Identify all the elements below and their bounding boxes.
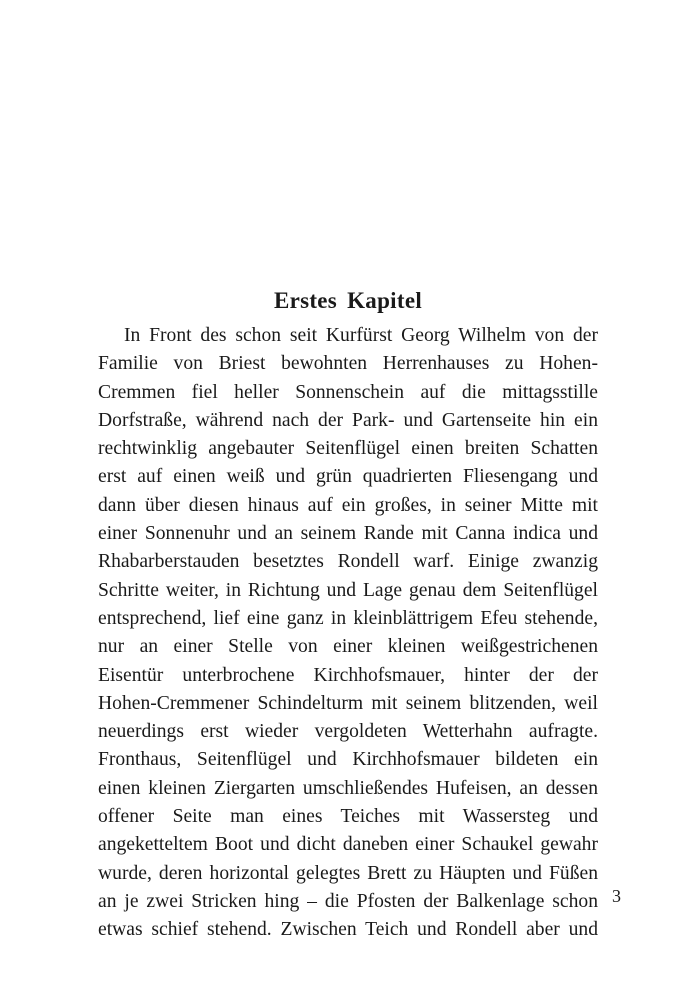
text-line: einer Sonnenuhr und an seinem Rande mit Canna indica und <box>98 523 598 545</box>
chapter-title: Erstes Kapitel <box>273 288 423 313</box>
text-line: Cremmen fiel heller Sonnenschein auf die mittagsstille <box>98 381 598 403</box>
text-line: neuerdings erst wieder vergoldeten Wetterhahn aufragte. <box>98 721 598 743</box>
text-line: erst auf einen weiß und grün quadrierten Fliesengang und <box>98 466 598 488</box>
chapter-body-paragraph <box>98 322 598 945</box>
text-line: angeketteltem Boot und dicht daneben einer Schaukel gewahr <box>98 834 598 856</box>
text-line: In Front des schon seit Kurfürst Georg Wilhelm von der <box>124 325 598 346</box>
text-line: dann über diesen hinaus auf ein großes, in seiner Mitte mit <box>98 494 598 516</box>
page-number: 3 <box>612 886 621 906</box>
text-line: nur an einer Stelle von einer kleinen weißgestrichenen <box>98 636 598 658</box>
text-line: rechtwinklig angebauter Seitenflügel einen breiten Schatten <box>98 438 598 460</box>
text-line: Fronthaus, Seitenflügel und Kirchhofsmauer bildeten ein <box>98 749 598 771</box>
text-line: wurde, deren horizontal gelegtes Brett zu Häupten und Füßen <box>98 862 598 884</box>
text-line: Schritte weiter, in Richtung und Lage genau dem Seitenflügel <box>98 579 598 601</box>
text-line: Eisentür unterbrochene Kirchhofsmauer, hinter der der <box>98 664 598 686</box>
text-line: einen kleinen Ziergarten umschließendes Hufeisen, an dessen <box>98 777 598 799</box>
text-line: Dorfstraße, während nach der Park- und Gartenseite hin ein <box>98 409 598 431</box>
text-line: etwas schief stehend. Zwischen Teich und Rondell aber und <box>98 919 598 941</box>
text-line: Rhabarberstauden besetztes Rondell warf. Einige zwanzig <box>98 551 598 573</box>
text-line: entsprechend, lief eine ganz in kleinblättrigem Efeu stehende, <box>98 607 598 629</box>
text-line: Hohen-Cremmener Schindelturm mit seinem blitzenden, weil <box>98 692 598 714</box>
text-line: an je zwei Stricken hing – die Pfosten der Balkenlage schon <box>98 890 598 912</box>
text-line: offener Seite man eines Teiches mit Wassersteg und <box>98 806 598 828</box>
text-line: Familie von Briest bewohnten Herrenhauses zu Hohen- <box>98 353 598 375</box>
